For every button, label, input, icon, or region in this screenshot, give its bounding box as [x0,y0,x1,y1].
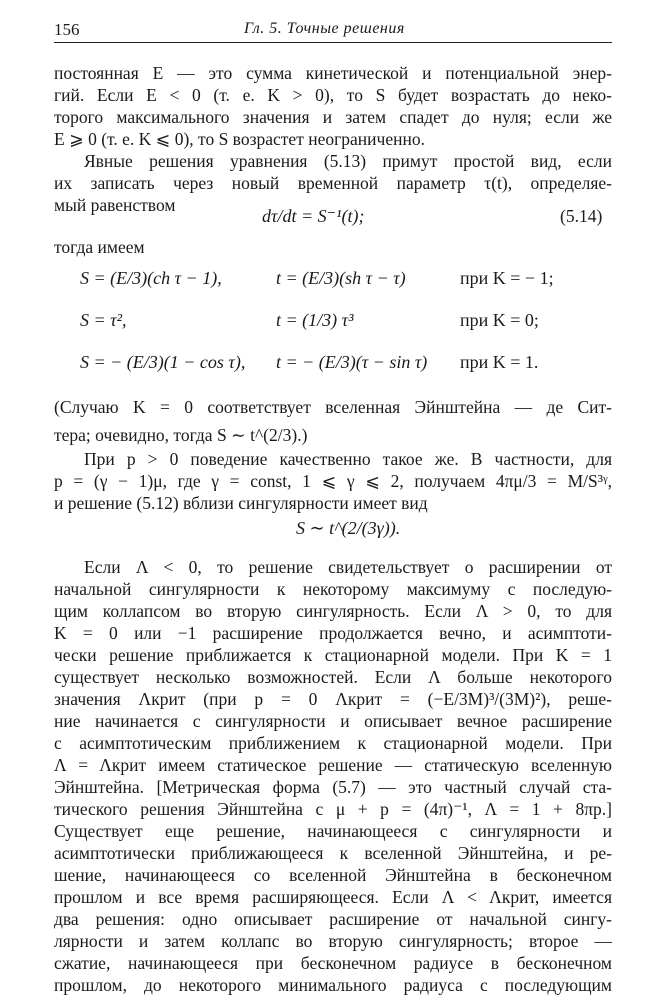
text-line: Λ = Λкрит имеем статическое решение — статическую вселенную [54,755,612,775]
text-line: Если Λ < 0, то решение свидетельствует о расширении от [84,557,612,577]
page-header [54,20,612,43]
solution-t: t = (1/3) τ³ [276,310,354,330]
text-line: щим коллапсом во вторую сингулярность. Если Λ > 0, то для [54,601,612,621]
text-line: лярности и затем коллапс во вторую сингулярность; второе — [54,931,612,951]
text-line: два решения: одно описывает расширение от начальной сингу- [54,909,612,929]
text-line: гий. Если E < 0 (т. е. K > 0), то S будет возрастать до неко- [54,85,612,105]
text-line: мый равенством [54,195,176,215]
solution-condition: при K = 0; [460,310,539,330]
solution-condition: при K = 1. [460,352,539,372]
text-line: K = 0 или −1 расширение продолжается вечно, и асимптоти- [54,623,612,643]
text-line: начальной сингулярности к некоторому максимуму с последую- [54,579,612,599]
singularity-equation: S ∼ t^(2/(3γ)). [296,518,401,538]
text-line: прошлом, до некоторого минимального радиуса с последующим [54,975,612,995]
solution-t: t = − (E/3)(τ − sin τ) [276,352,428,372]
solution-condition: при K = − 1; [460,268,554,288]
equation-number: (5.14) [560,206,603,226]
text-line: значения Λкрит (при p = 0 Λкрит = (−E/3M)³/(3M)²), реше- [54,689,612,709]
text-line: тера; очевидно, тогда S ∼ t^(2/3).) [54,425,308,445]
running-head: Гл. 5. Точные решения [244,20,405,37]
solution-t: t = (E/3)(sh τ − τ) [276,268,406,288]
text-line: и решение (5.12) вблизи сингулярности имеет вид [54,493,428,513]
text-line: Эйнштейна. [Метрическая форма (5.7) — это частный случай ста- [54,777,612,797]
page-number: 156 [54,20,80,39]
text-line: (Случаю K = 0 соответствует вселенная Эйнштейна — де Сит- [54,397,612,417]
text-line: При p > 0 поведение качественно такое же. В частности, для [84,449,612,469]
text-line: прошлом и все время расширяющееся. Если Λ < Λкрит, имеется [54,887,612,907]
text-line: E ⩾ 0 (т. е. K ⩽ 0), то S возрастет неограниченно. [54,129,425,149]
text-line: торого максимального значения и затем спадет до нуля; если же [54,107,612,127]
solution-s: S = τ², [80,310,127,330]
text-line: тического решения Эйнштейна с μ + p = (4π)⁻¹, Λ = 1 + 8πp.] [54,799,612,819]
text-line: Явные решения уравнения (5.13) примут простой вид, если [84,151,612,171]
text-line: тогда имеем [54,237,145,257]
text-line: существует несколько возможностей. Если Λ больше некоторого [54,667,612,687]
text-line: шение, начинающееся со вселенной Эйнштейна в бесконечном [54,865,612,885]
text-line: постоянная E — это сумма кинетической и потенциальной энер- [54,63,612,83]
solution-s: S = (E/3)(ch τ − 1), [80,268,222,288]
text-line: чески решение приближается к стационарной модели. При K = 1 [54,645,612,665]
text-line: сжатие, начинающееся при бесконечном радиусе в бесконечном [54,953,612,973]
text-line: с асимптотическим приближением к стационарной модели. При [54,733,612,753]
text-line: асимптотически приближающееся к вселенной Эйнштейна, и ре- [54,843,612,863]
solution-s: S = − (E/3)(1 − cos τ), [80,352,246,372]
text-line: Существует еще решение, начинающееся с сингулярности и [54,821,612,841]
text-line: их записать через новый временной параметр τ(t), определяе- [54,173,612,193]
text-line: p = (γ − 1)μ, где γ = const, 1 ⩽ γ ⩽ 2, получаем 4πμ/3 = M/S³ᵞ, [54,471,612,491]
text-line: ние начинается с сингулярности и описывает вечное расширение [54,711,612,731]
equation-5-14: dτ/dt = S⁻¹(t); [262,206,365,226]
